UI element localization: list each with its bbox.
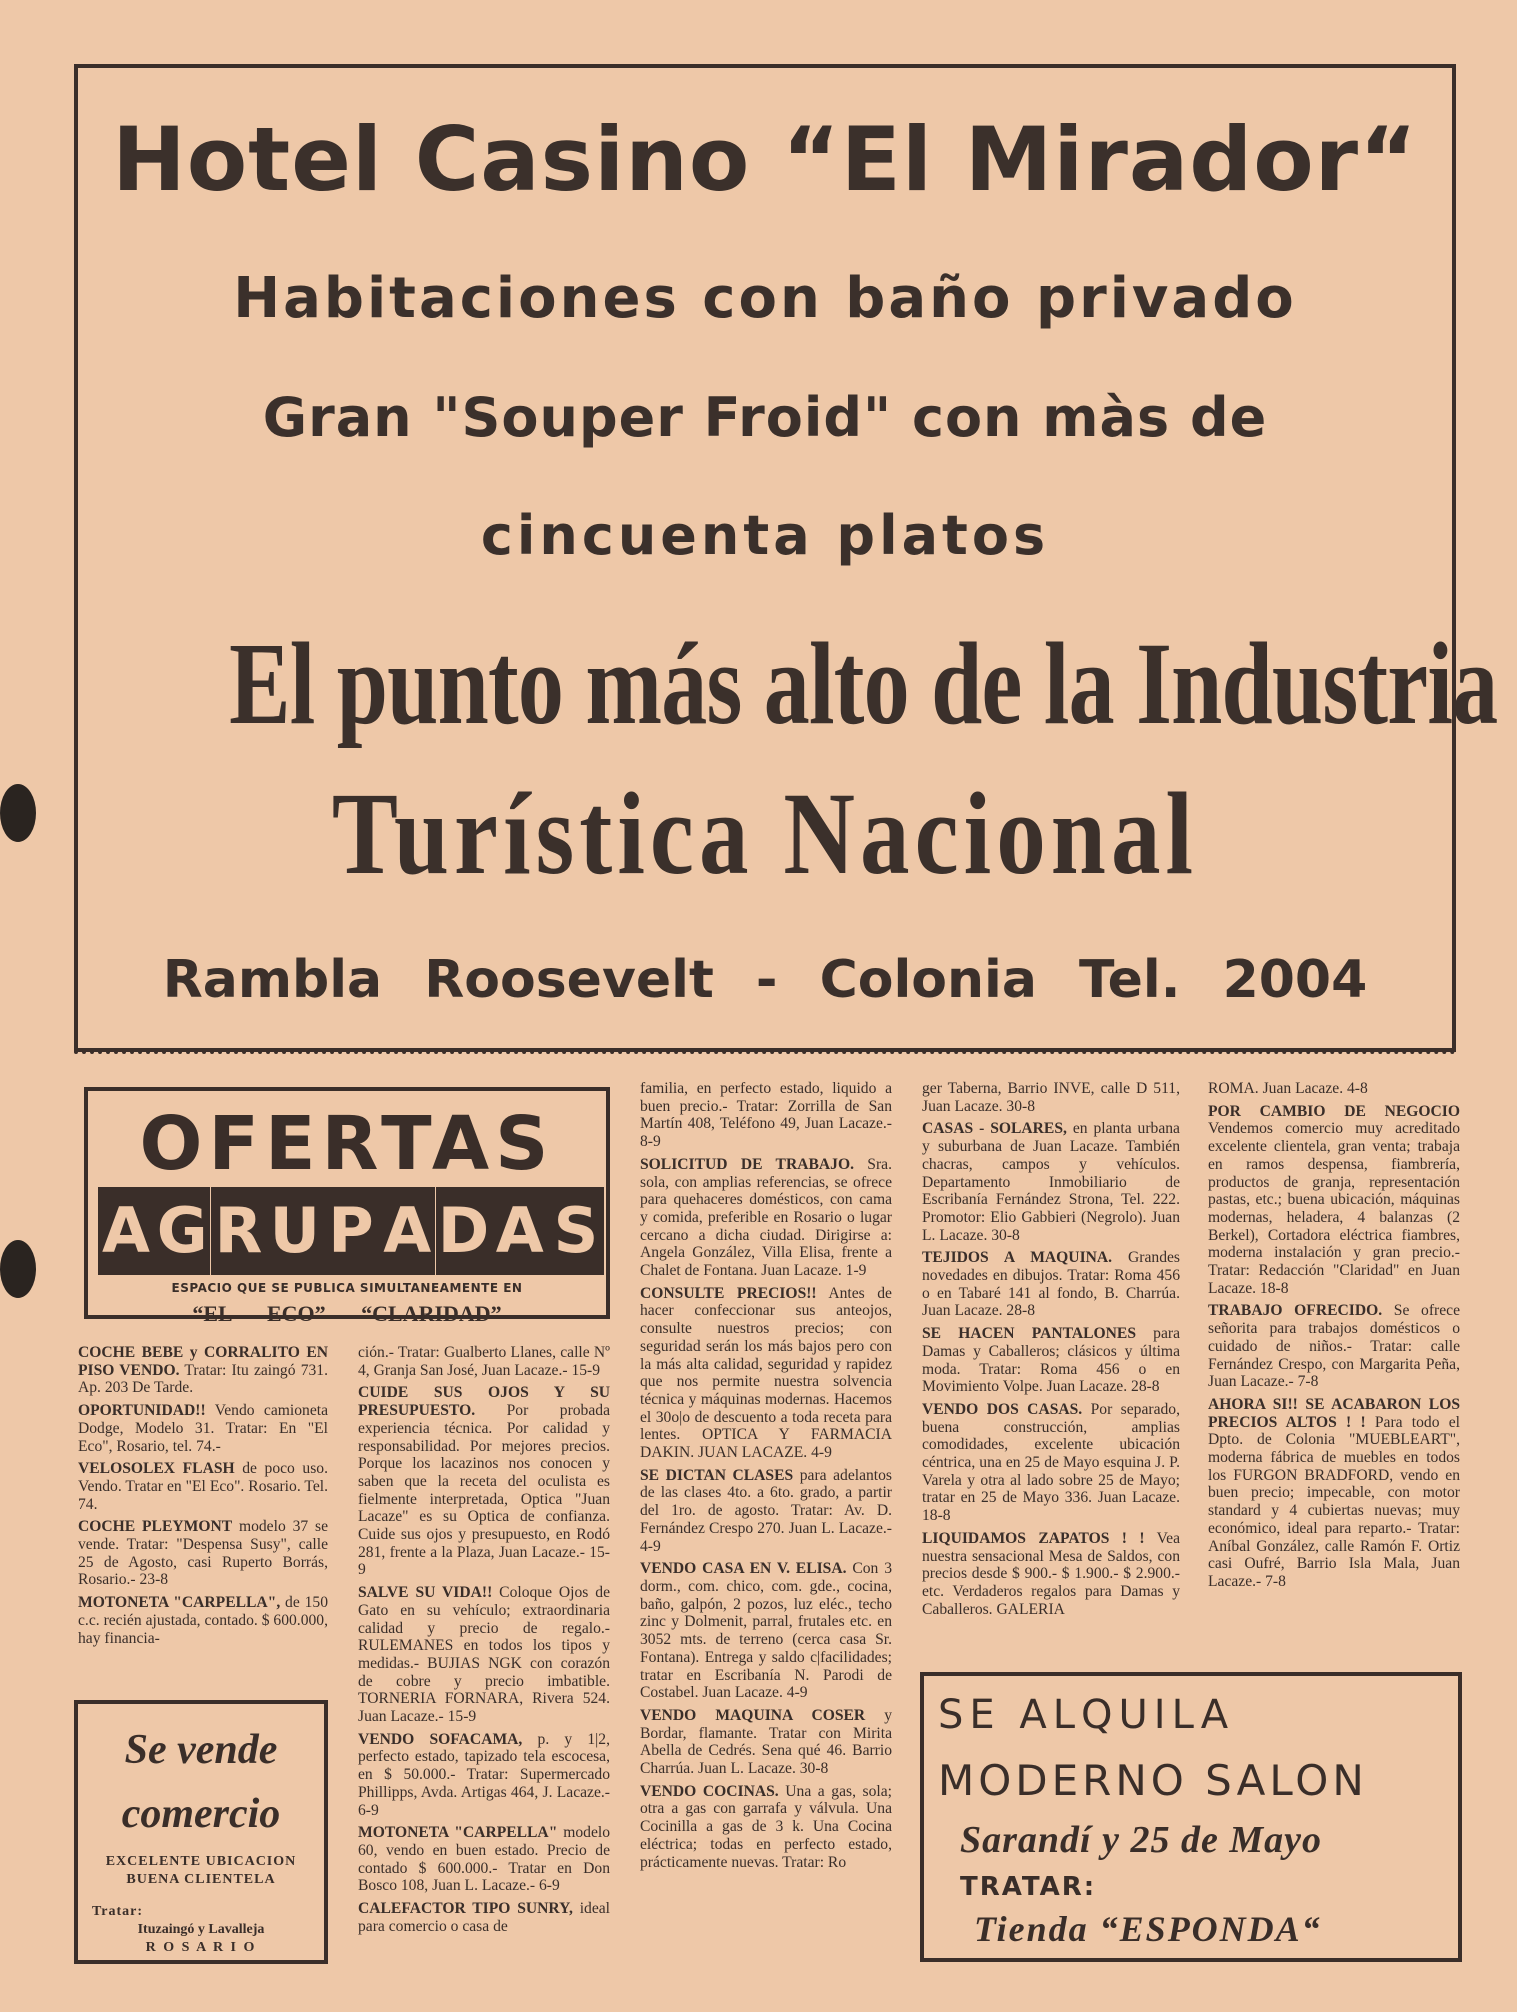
- classified-ad: [922, 1120, 1180, 1244]
- classified-heading: CALEFACTOR TIPO SUNRY,: [358, 1900, 573, 1918]
- title-letter: A: [98, 1187, 154, 1275]
- title-letter: D: [436, 1187, 492, 1275]
- classified-ad: [922, 1249, 1180, 1320]
- classified-ad: [358, 1731, 610, 1820]
- title-letter: S: [548, 1187, 604, 1275]
- classified-heading: SE DICTAN CLASES: [640, 1466, 794, 1484]
- classified-ad: [358, 1824, 610, 1895]
- classified-body: Una a gas, sola; otra a gas con garrafa y válvula. Una Cocinilla a gas de 3 k. Una Cocina eléctrica; todas en perfecto estado, prácticamente nuevas. Tratar: Ro: [640, 1782, 892, 1871]
- classified-ad: [78, 1518, 328, 1589]
- classified-column-2: [358, 1344, 610, 1941]
- classified-body: Sra. sola, con amplias referencias, se ofrece para quehaceres domésticos, con cama y comida, preferible en Rosario o lugar cercano a dicha ciudad. Dirigirse a: Angela González, Villa Elisa, frente a Chalet de Fontana. Juan Lacaze. 1-9: [640, 1155, 892, 1280]
- classified-heading: COCHE PLEYMONT: [78, 1518, 233, 1536]
- classified-heading: LIQUIDAMOS ZAPATOS ! !: [922, 1529, 1145, 1547]
- classified-ad: [358, 1344, 610, 1379]
- classified-body: Por separado, buena construcción, amplias comodidades, excelente ubicación céntrica, una en 25 de Mayo esquina J. P. Varela y otra al lado sobre 25 de Mayo; tratar en 25 de Mayo 336. Juan Lacaze. 18-8: [922, 1400, 1180, 1525]
- binder-hole: [0, 1240, 36, 1298]
- classified-heading: TRABAJO OFRECIDO.: [1208, 1302, 1383, 1320]
- title-letter: U: [267, 1187, 323, 1275]
- classified-heading: MOTONETA "CARPELLA",: [78, 1594, 281, 1612]
- classified-ad: [1208, 1302, 1460, 1391]
- classified-body: de 150 c.c. recién ajustada, contado. $ 600.000, hay financia-: [78, 1594, 328, 1647]
- classified-heading: CASAS - SOLARES,: [922, 1120, 1067, 1138]
- ofertas-title: OFERTAS: [139, 1101, 555, 1187]
- hotel-advertisement: [74, 64, 1498, 1052]
- classified-ad: [1208, 1103, 1460, 1298]
- classified-body: modelo 37 se vende. Tratar: "Despensa Susy", calle 25 de Agosto, casi Ruperto Borrás, Rosario.- 23-8: [78, 1518, 328, 1589]
- classified-body: Tratar: Itu zaingó 731. Ap. 203 De Tarde.: [78, 1361, 328, 1397]
- ofertas-agrupadas-header: [84, 1087, 610, 1326]
- se-vende-heading: Se vende: [124, 1727, 278, 1773]
- alquila-address: Sarandí y 25 de Mayo: [960, 1819, 1322, 1861]
- classified-heading: VELOSOLEX FLASH: [78, 1460, 235, 1478]
- title-letter: P: [323, 1187, 379, 1275]
- ofertas-note: ESPACIO QUE SE PUBLICA SIMULTANEAMENTE EN: [171, 1281, 523, 1295]
- classified-heading: MOTONETA "CARPELLA": [358, 1824, 558, 1842]
- ad-line-rooms: Habitaciones con baño privado: [233, 266, 1297, 331]
- newspaper-names: “EL ECO” “CLARIDAD”: [192, 1301, 502, 1326]
- classified-column-3: [640, 1080, 892, 1876]
- classified-ad: [640, 1560, 892, 1702]
- classified-body: para Damas y Caballeros; clásicos y última moda. Tratar: Roma 456 o en Movimiento Volpe. Juan Lacaze. 28-8: [922, 1325, 1181, 1396]
- classified-body: Vea nuestra sensacional Mesa de Saldos, con precios desde $ 900.- $ 1.900.- $ 2.900.- etc. Verdaderos regalos para Damas y Caballeros. GALERIA: [922, 1529, 1180, 1618]
- ad-slogan-line1: El punto más alto de la Industria: [229, 618, 1498, 749]
- classified-heading: AHORA SI!! SE ACABARON LOS PRECIOS ALTOS ! !: [1208, 1395, 1460, 1431]
- title-letter: R: [211, 1187, 267, 1275]
- binder-hole: [0, 784, 36, 842]
- classified-body: Grandes novedades en dibujos. Tratar: Roma 456 o en Tabaré 141 al fondo, B. Charrúa. Juan Lacaze. 28-8: [922, 1249, 1180, 1320]
- ad-slogan-line2: Turística Nacional: [331, 768, 1199, 899]
- classified-body: Con 3 dorm., com. chico, com. gde., cocina, baño, galpón, 2 pozos, luz eléc., techo zinc y Dolmenit, parral, frutales etc. en 3052 mts. de terreno (cerca casa Sr. Fontana). Entrega y saldo c|facilidades; tratar en Escribanía N. Parodi de Costabel. Juan Lacaze. 4-9: [640, 1560, 892, 1702]
- agrupadas-title: [98, 1187, 604, 1275]
- classified-ad: [1208, 1080, 1460, 1098]
- classified-heading: SE HACEN PANTALONES: [922, 1325, 1136, 1343]
- classified-ad: [640, 1156, 892, 1280]
- address-text: Ituzaingó y Lavalleja: [137, 1922, 265, 1937]
- classified-heading: VENDO MAQUINA COSER: [640, 1706, 866, 1724]
- classified-body: Se ofrece señorita para trabajos domésticos o cuidado de niños.- Tratar: calle Fernández Crespo, con Margarita Peña, Juan Lacaze.- 7-8: [1208, 1302, 1460, 1391]
- se-alquila-heading: SE ALQUILA: [938, 1692, 1235, 1738]
- classified-body: de poco uso. Vendo. Tratar en "El Eco". Rosario. Tel. 74.: [78, 1460, 328, 1513]
- classified-heading: VENDO COCINAS.: [640, 1782, 779, 1800]
- classified-ad: [640, 1285, 892, 1462]
- classified-heading: OPORTUNIDAD!!: [78, 1402, 206, 1420]
- classified-ad: [640, 1783, 892, 1872]
- classified-body: y Bordar, flamante. Tratar con Mirita Abella de Cedrés. Sena qué 46. Barrio Charrúa. Juan L. Lacaze. 30-8: [640, 1706, 893, 1778]
- classified-column-5: [1208, 1080, 1460, 1596]
- classified-heading: SALVE SU VIDA!!: [358, 1584, 493, 1602]
- city-text: R O S A R I O: [145, 1940, 257, 1955]
- moderno-salon-heading: MODERNO SALON: [938, 1756, 1368, 1805]
- classified-body: familia, en perfecto estado, liquido a buen precio.- Tratar: Zorrilla de San Martín 408, Teléfono 49, Juan Lacaze.- 8-9: [640, 1080, 892, 1151]
- classified-heading: TEJIDOS A MAQUINA.: [922, 1249, 1113, 1267]
- ad-address: Rambla Roosevelt - Colonia Tel. 2004: [162, 950, 1368, 1010]
- classified-ad: [1208, 1396, 1460, 1591]
- classified-ad: [640, 1707, 892, 1778]
- classified-ad: [640, 1080, 892, 1151]
- classified-heading: CONSULTE PRECIOS!!: [640, 1284, 817, 1302]
- classified-body: ción.- Tratar: Gualberto Llanes, calle Nº 4, Granja San José, Juan Lacaze.- 15-9: [358, 1344, 610, 1379]
- classified-body: para adelantos de las clases 4to. a 6to. grado, a partir del 1ro. de agosto. Tratar: Av. D. Fernández Crespo 270. Juan L. Lacaze.- 4-9: [640, 1466, 892, 1555]
- tratar-label: TRATAR:: [960, 1872, 1097, 1902]
- classified-body: Vendo camioneta Dodge, Modelo 31. Tratar: En "El Eco", Rosario, tel. 74.-: [78, 1402, 328, 1455]
- classified-body: en planta urbana y suburbana de Juan Lacaze. También chacras, campos y vehículos. Departamento Inmobiliario de Escribanía Fernández Strona, Tel. 222. Promotor: Elio Gabbieri (Negrolo). Juan L. Lacaze. 30-8: [922, 1120, 1180, 1244]
- classified-ad: [78, 1460, 328, 1513]
- comercio-heading: comercio: [121, 1791, 281, 1837]
- classified-ad: [358, 1900, 610, 1935]
- title-letter: A: [492, 1187, 548, 1275]
- classified-heading: COCHE BEBE y CORRALITO EN PISO VENDO.: [78, 1344, 328, 1379]
- classified-ad: [922, 1325, 1180, 1396]
- se-vende-comercio-ad: [74, 1700, 328, 1964]
- classified-body: ideal para comercio o casa de: [358, 1900, 611, 1935]
- classified-ad: [358, 1384, 610, 1579]
- classified-heading: VENDO CASA EN V. ELISA.: [640, 1560, 847, 1578]
- classified-heading: VENDO SOFACAMA,: [358, 1730, 523, 1748]
- classified-body: Por probada experiencia técnica. Por calidad y responsabilidad. Por mejores precios. Porque los lacazinos nos conocen y saben que la receta del oculista es fielmente interpretada, Optica "Juan Lacaze" es su Optica de confianza. Cuide sus ojos y presupuesto, en Rodó 281, frente a la Plaza, Juan Lacaze.- 15-9: [358, 1402, 610, 1579]
- classified-ad: [922, 1401, 1180, 1525]
- classified-column-1: [78, 1344, 328, 1652]
- ad-line-plates: cincuenta platos: [480, 504, 1050, 567]
- classified-body: p. y 1|2, perfecto estado, tapizado tela escocesa, en $ 50.000.- Tratar: Supermercado Phillipps, Avda. Artigas 464, J. Lacaze.- 6-9: [358, 1730, 611, 1819]
- title-letter: A: [379, 1187, 435, 1275]
- classified-ad: [358, 1584, 610, 1726]
- se-alquila-ad: [920, 1672, 1462, 1962]
- dotted-divider: [74, 1050, 1456, 1054]
- classified-column-4: [922, 1080, 1180, 1623]
- ad-line-souper: Gran "Souper Froid" con màs de: [262, 386, 1268, 449]
- classified-heading: VENDO DOS CASAS.: [922, 1400, 1083, 1418]
- classified-heading: SOLICITUD DE TRABAJO.: [640, 1155, 854, 1173]
- clientela-text: BUENA CLIENTELA: [126, 1872, 276, 1887]
- tienda-name: Tienda “ESPONDA“: [974, 1909, 1322, 1949]
- classified-ad: [922, 1080, 1180, 1115]
- classified-body: Para todo el Dpto. de Colonia "MUEBLEART", moderna fábrica de muebles en todos los FURGON BRADFORD, vendo en buen precio; impecable, con motor standard y 4 cubiertas nuevas; muy económico, ideal para reparto.- Tratar: Aníbal González, calle Ramón F. Ortiz casi Oufré, Barrio Isla Mala, Juan Lacaze.- 7-8: [1208, 1413, 1460, 1590]
- ubicacion-text: EXCELENTE UBICACION: [105, 1854, 297, 1869]
- classified-body: Antes de hacer confeccionar sus anteojos, consulte nuestros precios; con seguridad serán los más bajos pero con la más alta calidad, seguridad y rapidez que nos permite nuestra solvencia técnica y máquinas modernas. Hacemos el 30o|o de descuento a toda receta para lentes. OPTICA Y FARMACIA DAKIN. JUAN LACAZE. 4-9: [640, 1284, 892, 1462]
- classified-ad: [640, 1467, 892, 1556]
- classified-ad: [78, 1344, 328, 1397]
- classified-body: ROMA. Juan Lacaze. 4-8: [1208, 1080, 1368, 1097]
- classified-body: Coloque Ojos de Gato en su vehículo; extraordinaria calidad y precio de regalo.- RULEMANES en todos los tipos y medidas.- BUJIAS NGK con corazón de cobre y precio imbatible. TORNERIA FORNARA, Rivera 524. Juan Lacaze.- 15-9: [358, 1584, 610, 1726]
- classified-ad: [78, 1402, 328, 1455]
- classified-ad: [922, 1530, 1180, 1619]
- classified-body: ger Taberna, Barrio INVE, calle D 511, Juan Lacaze. 30-8: [922, 1080, 1180, 1115]
- title-letter: G: [154, 1187, 210, 1275]
- classified-heading: POR CAMBIO DE NEGOCIO: [1208, 1102, 1460, 1120]
- tratar-label: Tratar:: [92, 1904, 144, 1919]
- classified-ad: [78, 1594, 328, 1647]
- classified-heading: CUIDE SUS OJOS Y SU PRESUPUESTO.: [358, 1384, 610, 1420]
- hotel-title: Hotel Casino “El Mirador“: [112, 108, 1418, 211]
- classified-body: modelo 60, vendo en buen estado. Precio de contado $ 600.000.- Tratar en Don Bosco 108, Juan L. Lacaze.- 6-9: [358, 1824, 610, 1895]
- classified-body: Vendemos comercio muy acreditado excelente clientela, gran venta; trabaja en ramos despensa, fiambrería, productos de granja, representación pastas, etc.; buena ubicación, máquinas modernas, heladera, 4 balanzas (2 Berkel), Cortadora eléctrica fiambres, moderna instalación y gran precio.- Tratar: Redacción "Claridad" en Juan Lacaze. 18-8: [1208, 1120, 1460, 1297]
